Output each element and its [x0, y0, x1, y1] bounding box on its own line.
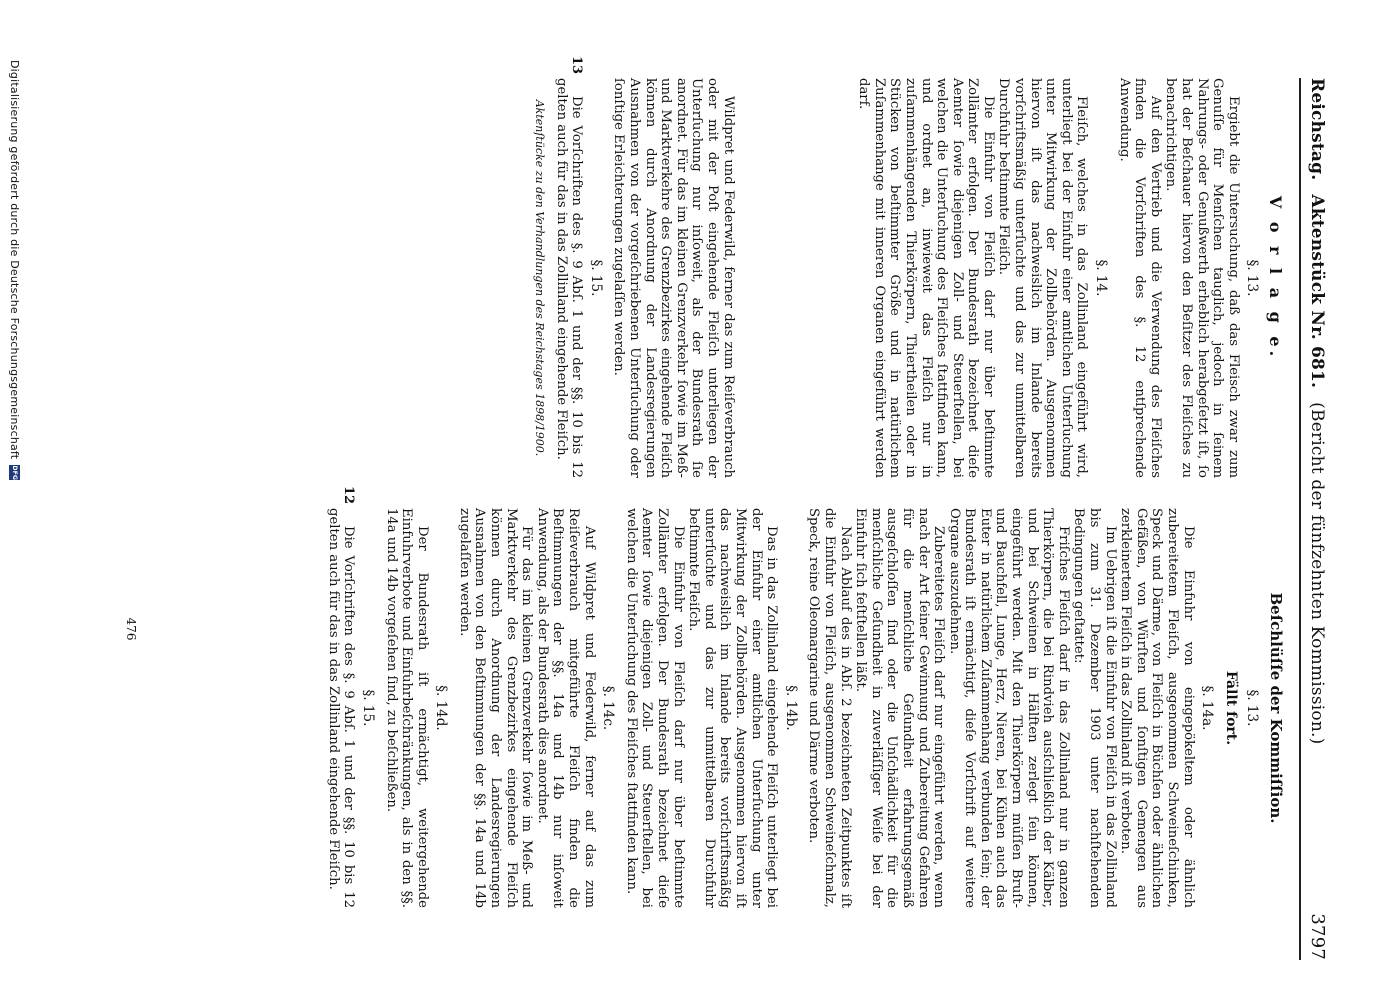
- paragraph: Wildpret und Federwild, ferner das zum Reiſeverbrauch oder mit der Poſt eingehende Fleiſch unterliegen der Unterſuchung nur inſoweit, als der Bundesrath ſie anordnet. Für das im kleinen Grenzverkehr ſowie im Meß- und Marktverkehre des Grenzbezirkes eingehende Fleiſch können durch Anordnung der Landesregierungen Ausnahmen von der vorgeſchriebenen Unterſuchung oder ſonſtige Erleichterungen zugelaſſen werden.: [611, 78, 736, 478]
- paragraph: Für das im kleinen Grenzverkehr ſowie im Meß- und Marktverkehr des Grenzbezirkes eingehende Fleiſch können durch Anordnung der Landesregierungen Ausnahmen von den Beſtimmungen der §§. 14a und 14b zugelaſſen werden.: [456, 508, 535, 908]
- line-number: 13: [569, 56, 585, 75]
- paragraph: Friſches Fleiſch darf in das Zollinland nur in ganzen Thierkörpern, die bei Rindvieh ausſchließlich der Kälber, und bei Schweinen in Hälften zerlegt ſein können, eingeführt werden. Mit den Thierkörpern müſſen Bruſt- und Bauchfell, Lunge, Herz, Nieren, bei Kühen auch das Euter in natürlichem Zuſammenhang verbunden ſein; der Bundesrath iſt ermächtigt, dieſe Vorſchrift auf weitere Organe auszudehnen.: [946, 508, 1071, 908]
- section-title: §. 13.: [1244, 689, 1261, 727]
- section-title: §. 14.: [1093, 259, 1110, 297]
- section-title: §. 13.: [1244, 259, 1261, 297]
- paragraph: Auf den Vertrieb und die Verwendung des Fleiſches finden die Vorſchriften des §. 12 entſprechende Anwendung.: [1116, 78, 1163, 478]
- section-title: §. 15.: [359, 689, 376, 727]
- paragraph: Die Einfuhr von Fleiſch darf nur über beſtimmte Zollämter erfolgen. Der Bundesrath bezeichnet dieſe Aemter ſowie diejenigen Zoll- und Steuerſtellen, bei welchen die Unterſuchung des Fleiſches ſtattfinden kann.: [623, 508, 686, 908]
- section-title: §. 15.: [587, 259, 604, 297]
- aktenstueck-number: Aktenstück Nr. 681.: [1307, 194, 1327, 389]
- paragraph: Auf Wildpret und Federwild, ferner auf das zum Reiſeverbrauch mitgeführte Fleiſch finden die Beſtimmungen der §§. 14a und 14b nur inſoweit Anwendung, als der Bundesrath dies anordnet.: [534, 508, 597, 908]
- right-column: [325, 486, 1293, 908]
- right-heading: Beſchlüſſe der Kommiſſion.: [1267, 592, 1285, 824]
- paragraph: Die Vorſchriften des §. 9 Abſ. 1 und der §§. 10 bis 12 gelten auch für das in das Zollinland eingehende Fleiſch.: [553, 78, 585, 478]
- header-rule: [1299, 78, 1301, 960]
- dfg-logo-icon: DFG: [11, 465, 18, 481]
- continued-note: Fällt fort.: [1222, 670, 1239, 746]
- page-header: [1307, 78, 1328, 960]
- digitization-text: Digitalisierung gefördert durch die Deutsche Forschungsgemeinschaft: [8, 60, 21, 460]
- left-heading: V o r l a g e.: [1266, 195, 1285, 361]
- line-number: 12: [341, 486, 357, 505]
- paragraph: Die Einfuhr von Fleiſch darf nur über beſtimmte Zollämter erfolgen. Der Bundesrath bezeichnet dieſe Aemter ſowie diejenigen Zoll- und Steuerſtellen, bei welchen die Unterſuchung des Fleiſches ſtattfinden kann, und ordnet an, inwieweit das Fleiſch nur in zuſammenhängenden Thierkörpern, Thiertheilen oder in Stücken von beſtimmter Größe und in natürlichem Zuſammenhange mit inneren Organen eingeführt werden darf.: [856, 78, 996, 478]
- left-column: [325, 56, 1293, 478]
- bottom-page-number: 476: [124, 617, 138, 641]
- column-gap: [736, 78, 856, 478]
- paragraph: Ergiebt die Untersuchung, daß das Fleisch zwar zum Genuſſe für Menſchen tauglich, jedoch in ſeinem Nahrungs- oder Genußwerth erheblich herabgeſetzt iſt, ſo hat der Beſchauer hiervon den Beſitzer des Fleiſches zu benachrichtigen.: [1163, 78, 1241, 478]
- paragraph: Zubereitetes Fleiſch darf nur eingeführt werden, wenn nach der Art ſeiner Gewinnung und Zubereitung Gefahren für die menſchliche Geſundheit erfahrungsgemäß ausgeſchloſſen ſind oder die Unſchädlichkeit für die menſchliche Geſundheit in zuverläſſiger Weiſe bei der Einfuhr ſich feſtſtellen läßt.: [853, 508, 947, 908]
- paragraph: Der Bundesrath iſt ermächtigt, weitergehende Einfuhrverbote und Einfuhrbeſchränkungen, als in den §§. 14a und 14b vorgeſehen ſind, zu beſchließen.: [383, 508, 430, 908]
- section-title: §. 14b.: [782, 685, 799, 731]
- paragraph: Die Einfuhr von eingepökeltem oder ähnlich zubereitetem Fleiſch, ausgenommen Schweineſchinken, Speck und Därme, von Fleiſch in Büchſen oder ähnlichen Gefäßen, von Würſten und ſonſtigen Gemengen aus zerkleinertem Fleiſch in das Zollinland iſt verboten.: [1118, 508, 1196, 908]
- paragraph: Das in das Zollinland eingehende Fleiſch unterliegt bei der Einfuhr einer amtlichen Unterſuchung unter Mitwirkung der Zollbehörden. Ausgenommen hiervon iſt das nachweislich im Inlande bereits vorſchriftsmäßig unterſuchte und das zur unmittelbaren Durchfuhr beſtimmte Fleiſch.: [686, 508, 780, 908]
- report-title: (Bericht der fünfzehnten Kommission.): [1307, 402, 1327, 745]
- page-number: 3797: [1307, 913, 1328, 960]
- paragraph: Im Uebrigen iſt die Einfuhr von Fleiſch in das Zollinland bis zum 31. Dezember 1903 unter nachſtehenden Bedingungen geſtattet:: [1071, 508, 1118, 908]
- section-title: §. 14d.: [433, 685, 450, 731]
- section-title: §. 14c.: [600, 685, 617, 731]
- journal-title: Reichstag.: [1307, 78, 1327, 181]
- bottom-page-number-row: [124, 78, 138, 960]
- footnote: Aktenſtücke zu den Verhandlungen des Reichstages 1898/1900.: [533, 99, 547, 457]
- paragraph: Nach Ablauf des in Abſ. 2 bezeichneten Zeitpunktes iſt die Einfuhr von Fleiſch, ausgenommen Schweineſchmalz, Speck, reine Oleomargarine und Därme verboten.: [806, 508, 853, 908]
- paragraph: Fleiſch, welches in das Zollinland eingeführt wird, unterliegt bei der Einfuhr einer amtlichen Unterſuchung unter Mitwirkung der Zollbehörden. Ausgenommen hiervon iſt das nachweislich im Inlande bereits vorſchriftsmäßig unterſuchte und das zur unmittelbaren Durchfuhr beſtimmte Fleiſch.: [996, 78, 1090, 478]
- section-title: §. 14a.: [1199, 685, 1216, 731]
- paragraph: Die Vorſchriften des §. 9 Abſ. 1 und der §§. 10 bis 12 gelten auch für das in das Zollinland eingehende Fleiſch.: [325, 508, 357, 908]
- digitization-note: [8, 60, 21, 480]
